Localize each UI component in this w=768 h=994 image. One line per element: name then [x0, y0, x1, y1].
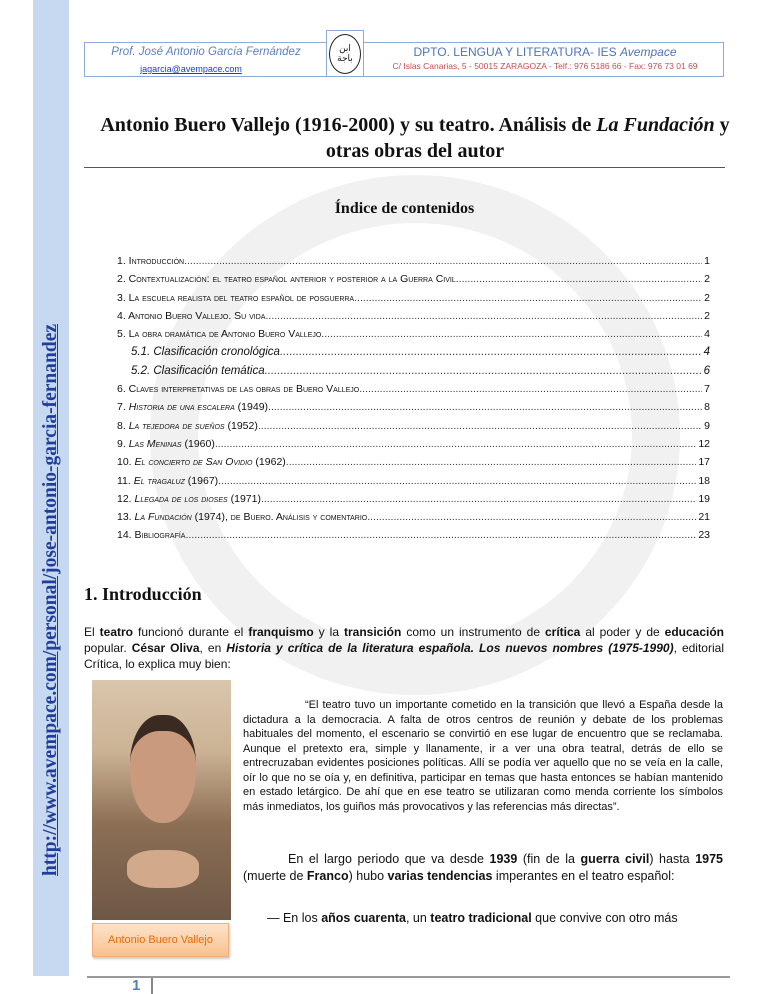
school-address: C/ Islas Canarias, 5 - 50015 ZARAGOZA - Telf.: 976 5186 66 - Fax: 976 73 01 69: [392, 61, 698, 71]
text-segment: varias tendencias: [387, 869, 493, 883]
footer-separator: [151, 978, 153, 994]
text-segment: funcionó durante el: [133, 625, 249, 639]
text-segment: (1949): [234, 401, 269, 414]
toc-page-number: 2: [704, 291, 710, 304]
toc-page-number: 19: [698, 492, 710, 505]
header-school-block: [367, 45, 723, 72]
toc-entry[interactable]: [117, 325, 710, 343]
toc-entry-label: [117, 508, 367, 526]
text-segment: crítica: [545, 625, 581, 639]
text-segment: educación: [664, 625, 725, 639]
text-segment: años cuarenta: [321, 911, 406, 925]
school-name: Avempace: [620, 45, 677, 59]
text-segment: , un: [405, 911, 431, 925]
toc-leader-dots: [218, 472, 696, 490]
text-segment: 5.1. Clasificación cronológica: [131, 346, 280, 359]
photo-hands: [127, 850, 199, 888]
text-segment: guerra civil: [580, 852, 650, 866]
toc-page-number: 2: [704, 273, 710, 286]
toc-leader-dots: [456, 270, 702, 288]
text-segment: Llegada de los dioses: [134, 492, 228, 505]
title-divider: [84, 167, 725, 168]
toc-entry[interactable]: [117, 343, 710, 361]
text-segment: teatro: [99, 625, 133, 639]
text-segment: 1939: [489, 852, 518, 866]
toc-page-number: 4: [704, 328, 710, 341]
text-segment: transición: [343, 625, 402, 639]
text-segment: (1962): [252, 456, 286, 469]
text-segment: Historia de una escalera: [128, 401, 235, 414]
toc-leader-dots: [286, 453, 697, 471]
periods-paragraph: [243, 851, 723, 885]
text-segment: Las Meninas: [128, 437, 182, 450]
toc-leader-dots: [359, 380, 702, 398]
text-segment: (1960): [181, 437, 215, 450]
text-segment: Antonio Buero Vallejo (1916-2000) y su teatro. Análisis de: [100, 114, 597, 136]
photo-caption: Antonio Buero Vallejo: [92, 923, 229, 957]
toc-entry-label: [131, 362, 265, 380]
text-segment: , editorial Crítica, lo explica muy bien:: [84, 641, 724, 671]
text-segment: 6. Claves interpretativas de las obras de Buero Vallejo: [117, 383, 360, 396]
text-segment: La Fundación: [134, 511, 192, 524]
text-segment: 4. Antonio Buero Vallejo. Su vida: [117, 309, 266, 322]
toc-entry[interactable]: [117, 453, 710, 471]
toc-page-number: 4: [703, 346, 710, 359]
toc-leader-dots: [265, 307, 702, 325]
text-segment: El concierto de San Ovidio: [134, 456, 253, 469]
toc-entry[interactable]: [117, 398, 710, 416]
toc-leader-dots: [321, 325, 702, 343]
author-email-link[interactable]: jagarcia@avempace.com: [140, 64, 242, 74]
toc-leader-dots: [268, 398, 702, 416]
toc-entry-label: [117, 252, 184, 270]
text-segment: “El teatro tuvo un importante cometido en la transición que llevó a España desde la dictadura a la democracia. A falta de otros centros de reunión y debate de los problemas habituales del momento, el escenario se convirtió en ese lugar de encuentro que se reclamaba. Aunque el pretexto era, simple y llanamente, ir a ver una obra teatral, detrás de ello se entrecruzaban evidentes posiciones políticas. Allí se podía ver aquello que no se veía en la calle, oír lo que no se oía y, en definitiva, participar en temas que hasta entonces se habían mantenido en estado letárgico. De ahí que en ese teatro se utilizaran como menda corriente los símbolos más inmediatos, los guiños más provocativos y las referencias más directas”.: [243, 699, 723, 813]
toc-page-number: 18: [698, 474, 710, 487]
document-title: [90, 112, 740, 164]
text-segment: (1967): [184, 474, 219, 487]
bullet-item: [267, 910, 723, 927]
toc-entry-label: [117, 380, 359, 398]
toc-entry-label: [117, 398, 268, 416]
toc-heading: Índice de contenidos: [334, 200, 475, 217]
toc-page-number: 8: [704, 401, 710, 414]
toc-leader-dots: [215, 435, 696, 453]
toc-entry[interactable]: [117, 508, 710, 526]
text-segment: popular.: [84, 641, 132, 655]
toc-page-number: 12: [698, 437, 710, 450]
toc-leader-dots: [258, 417, 702, 435]
author-name: Prof. José Antonio García Fernández: [111, 46, 301, 58]
toc-entry-label: [117, 270, 456, 288]
text-segment: 7.: [117, 401, 129, 414]
text-segment: (fin de la: [517, 852, 581, 866]
toc-entry[interactable]: [117, 526, 710, 544]
toc-entry-label: [117, 325, 321, 343]
text-segment: (1974), de Buero. Análisis y comentario: [191, 511, 368, 524]
toc-leader-dots: [354, 289, 702, 307]
text-segment: al poder y de: [580, 625, 665, 639]
text-segment: imperantes en el teatro español:: [492, 869, 675, 883]
text-segment: 8.: [117, 419, 129, 432]
toc-page-number: 6: [703, 364, 710, 377]
text-segment: y la: [313, 625, 344, 639]
toc-entry-label: [117, 472, 218, 490]
toc-entry[interactable]: [117, 490, 710, 508]
text-segment: 14. Bibliografía: [117, 529, 186, 542]
toc-leader-dots: [280, 343, 702, 361]
sidebar-url-link[interactable]: http://www.avempace.com/personal/jose-antonio-garcia-fernandez: [40, 323, 61, 877]
logo-calligraphy: ابن باجة: [329, 34, 361, 74]
text-segment: Franco: [306, 869, 349, 883]
text-segment: 11.: [117, 474, 134, 487]
text-segment: 2. Contextualización: el teatro español anterior y posterior a la Guerra Civil: [117, 273, 456, 286]
toc-page-number: 21: [698, 511, 710, 524]
text-segment: (1952): [224, 419, 258, 432]
toc-leader-dots: [184, 252, 702, 270]
toc-leader-dots: [185, 526, 696, 544]
page-number: 1: [132, 977, 141, 994]
header-author-block: [85, 45, 327, 77]
intro-paragraph: [84, 624, 724, 672]
text-segment: ) hasta: [649, 852, 696, 866]
text-segment: — En los: [267, 911, 322, 925]
text-segment: 10.: [117, 456, 135, 469]
toc-leader-dots: [265, 362, 702, 380]
text-segment: 1. Introducción: [117, 255, 185, 267]
toc-entry[interactable]: [117, 417, 710, 435]
toc-page-number: 7: [704, 383, 710, 396]
toc-page-number: 9: [704, 419, 710, 432]
text-segment: y otras obras del autor: [325, 114, 730, 162]
toc-entry-label: [117, 289, 354, 307]
text-segment: (muerte de: [243, 869, 307, 883]
toc-entry[interactable]: [117, 270, 710, 288]
toc-entry[interactable]: [117, 472, 710, 490]
photo-face: [130, 715, 196, 823]
toc-leader-dots: [261, 490, 696, 508]
text-segment: , en: [199, 641, 227, 655]
text-segment: 12.: [117, 492, 135, 505]
text-segment: que convive con otro más: [531, 911, 678, 925]
text-segment: 9.: [117, 437, 129, 450]
text-segment: teatro tradicional: [430, 911, 532, 925]
text-segment: Historia y crítica de la literatura española. Los nuevos nombres (1975-1990): [226, 641, 674, 655]
page-header: [84, 42, 724, 77]
text-segment: El: [84, 625, 100, 639]
toc-entry-label: [117, 307, 265, 325]
toc-page-number: 2: [704, 309, 710, 322]
text-segment: 1975: [695, 852, 723, 866]
text-segment: La tejedora de sueños: [128, 419, 225, 432]
toc-entry-label: [131, 343, 280, 361]
toc-entry[interactable]: [117, 435, 710, 453]
text-segment: 5.2. Clasificación temática: [131, 364, 265, 377]
toc-entry-label: [117, 526, 185, 544]
school-logo: [326, 30, 364, 77]
section-heading: 1. Introducción: [84, 584, 202, 604]
text-segment: 13.: [117, 511, 135, 524]
toc-entry[interactable]: [117, 380, 710, 398]
table-of-contents: [117, 252, 710, 545]
toc-page-number: 23: [698, 529, 710, 542]
department-name: [367, 45, 723, 59]
quote-paragraph: [243, 698, 723, 814]
text-segment: César Oliva: [131, 641, 200, 655]
text-segment: 3. La escuela realista del teatro español de posguerra: [117, 291, 355, 304]
author-photo: [92, 680, 231, 920]
toc-entry[interactable]: [117, 289, 710, 307]
text-segment: ) hubo: [348, 869, 388, 883]
toc-entry[interactable]: [117, 252, 710, 270]
toc-page-number: 17: [698, 456, 710, 469]
footer-divider: [87, 976, 730, 978]
toc-page-number: 1: [704, 255, 710, 267]
text-segment: franquismo: [248, 625, 314, 639]
text-segment: (1971): [227, 492, 261, 505]
toc-entry-label: [117, 453, 286, 471]
toc-entry-label: [117, 417, 258, 435]
toc-entry[interactable]: [117, 307, 710, 325]
toc-entry-label: [117, 435, 215, 453]
text-segment: 5. La obra dramática de Antonio Buero Vallejo: [117, 328, 322, 341]
toc-entry-label: [117, 490, 261, 508]
department-text: DPTO. LENGUA Y LITERATURA- IES: [413, 45, 621, 59]
text-segment: En el largo periodo que va desde: [288, 852, 490, 866]
text-segment: La Fundación: [596, 114, 715, 136]
toc-entry[interactable]: [117, 362, 710, 380]
text-segment: El tragaluz: [133, 474, 185, 487]
text-segment: como un instrumento de: [401, 625, 545, 639]
toc-leader-dots: [367, 508, 696, 526]
